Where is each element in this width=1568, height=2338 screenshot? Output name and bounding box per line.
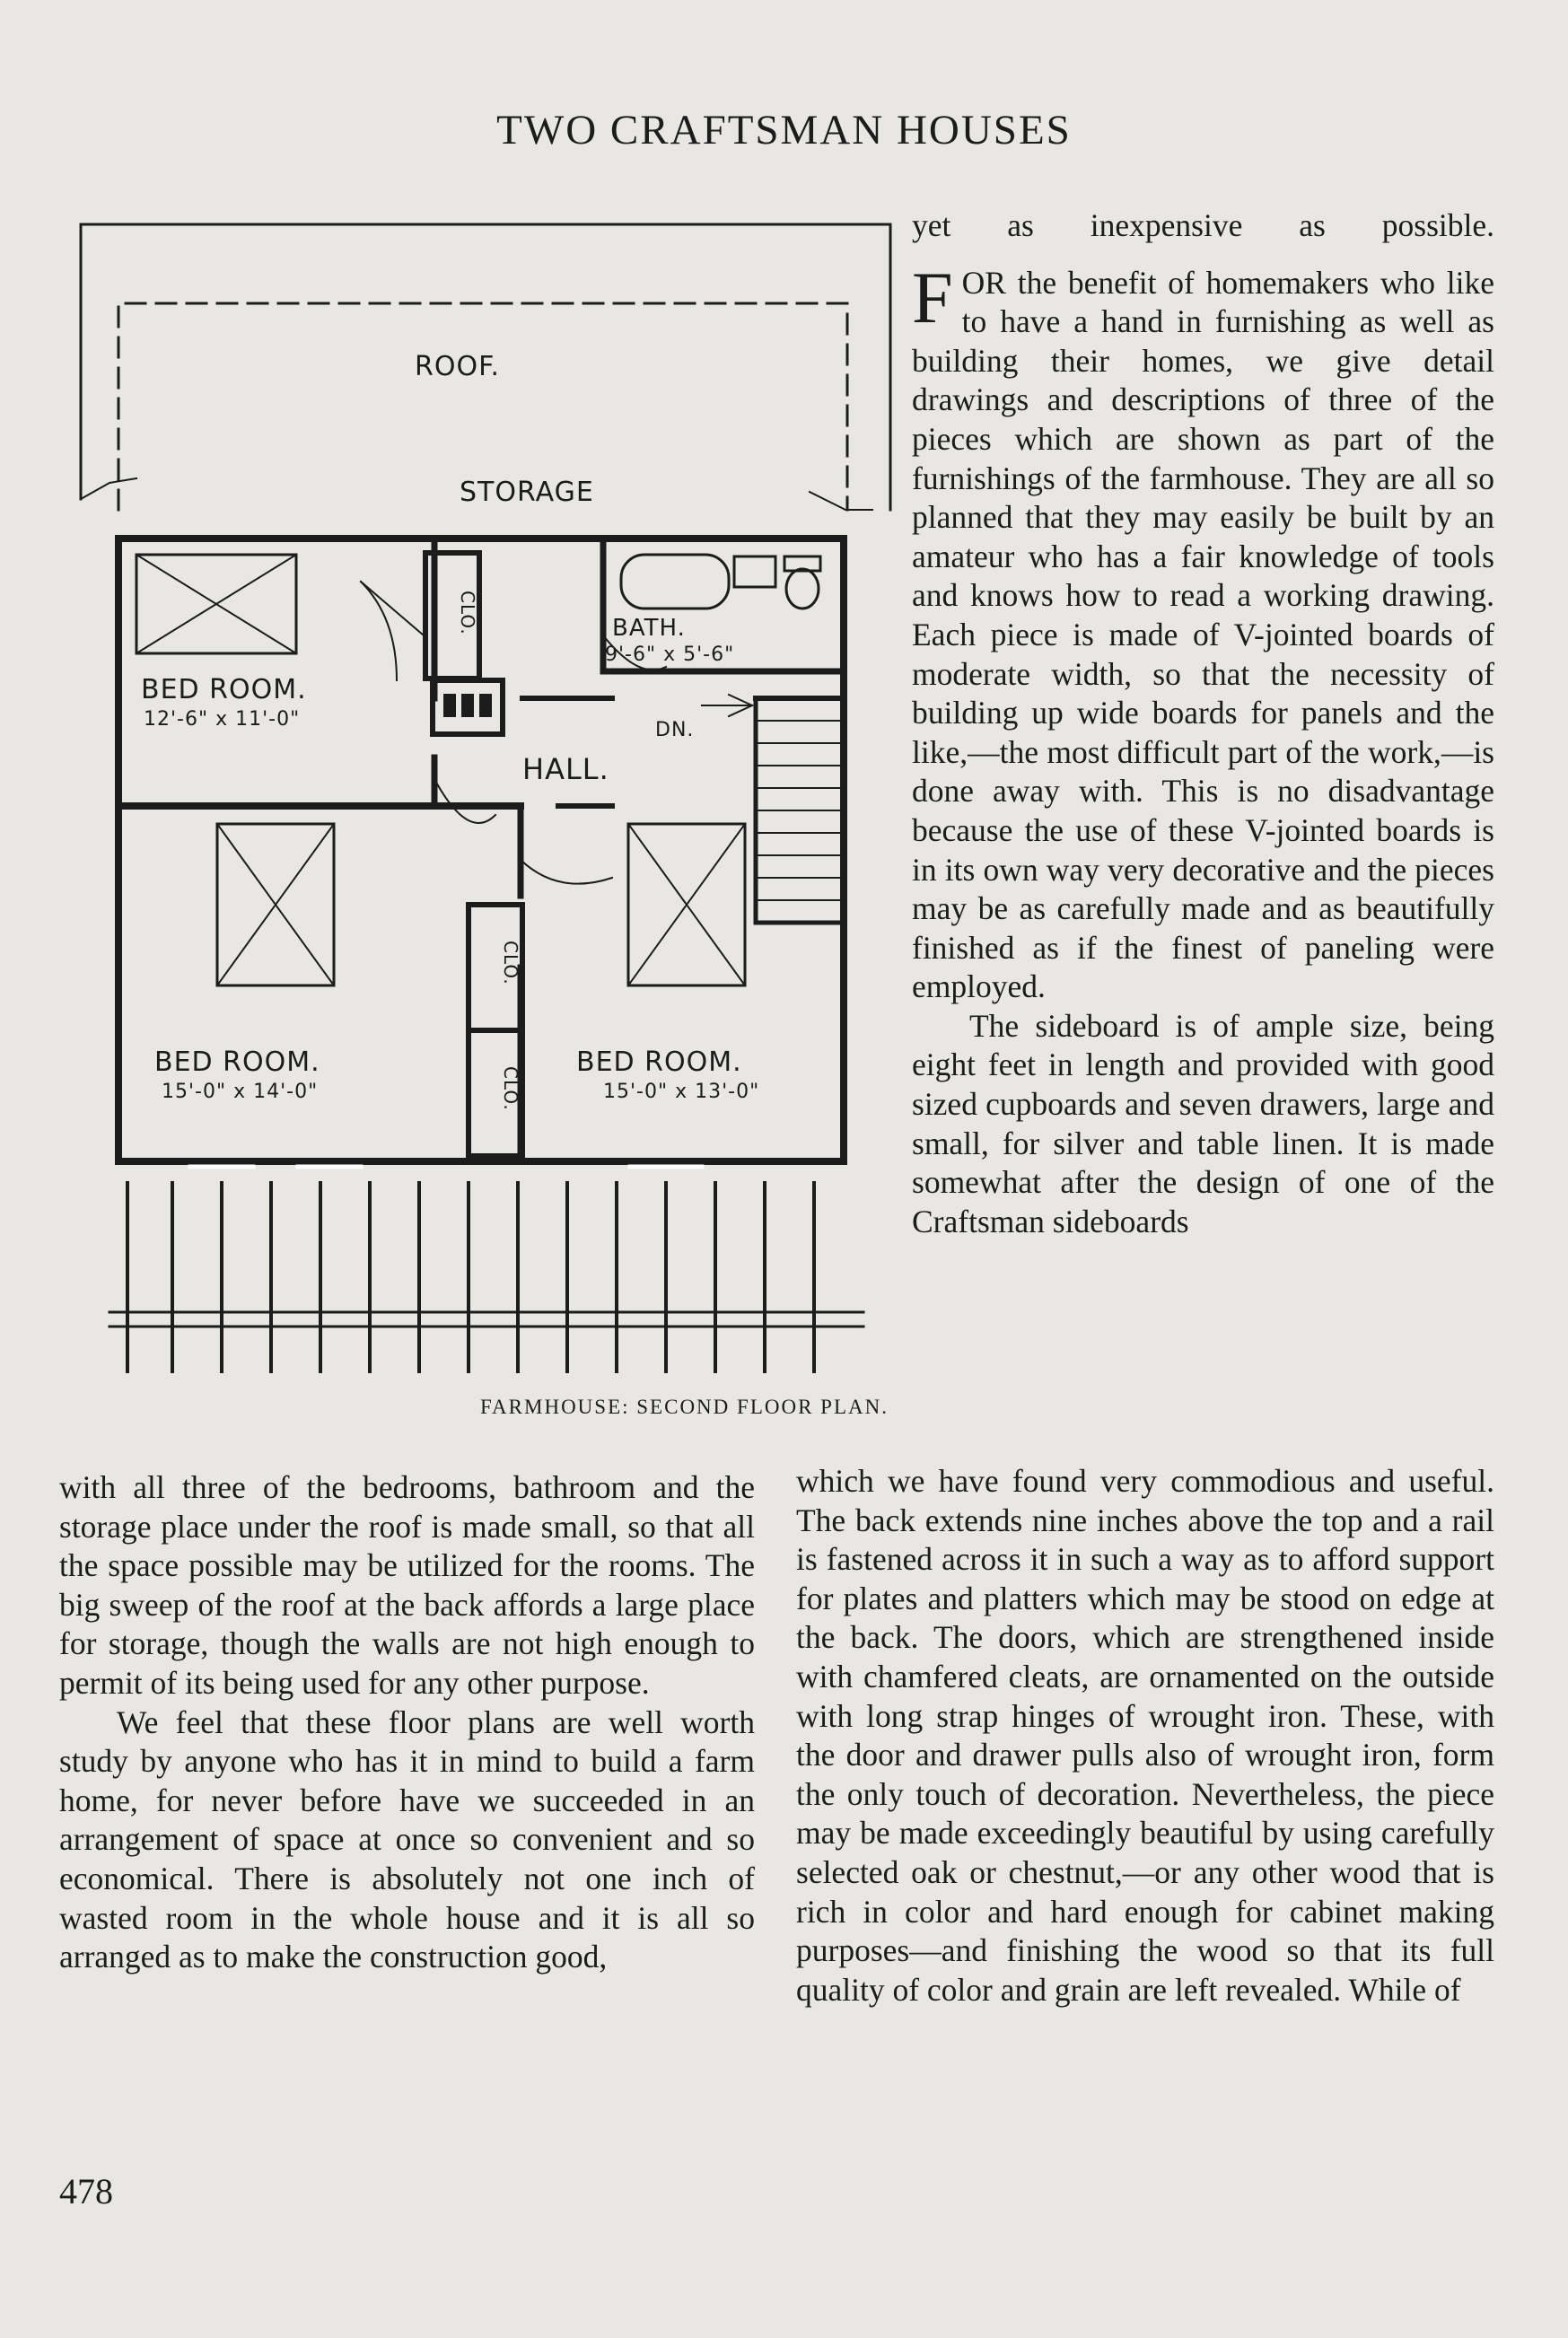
bathtub [621,555,729,609]
paragraph-intro-text: OR the benefit of homemakers who like to have a hand in furnishing as well as building their homes, we give detail drawings and descriptions of three of the pieces which are shown as part of the furnishings of the farmhouse. They are all so planned that they may easily be built by an amateur who has a fair knowledge of tools and knows how to read a working drawing. Each piece is made of V-jointed boards of moderate width, so that the necessity of building up wide boards for panels and the like,—the most difficult part of the work,—is done away with. This is no disadvantage because the use of these V-jointed boards is in its own way very decorative and the pieces may be as carefully made and as beautifully finished as if the finest of paneling were employed. [912,264,1494,1005]
bedroom-3-size: 15'-0" x 13'-0" [603,1081,760,1103]
roof-label: ROOF. [415,351,501,382]
paragraph-bedrooms: with all three of the bedrooms, bathroom and the storage place under the roof is made small, so that all the space possible may be utilized for the rooms. The big sweep of the roof at the back affords a large place for storage, though the walls are not high enough to permit of its being used for any other purpose. [59,1469,755,1701]
paragraph-intro [912,256,1494,1007]
bath-label: BATH. [612,615,686,642]
closet-3-label: CLO. [500,1066,521,1111]
lavatory [734,556,775,587]
bedroom-1-label: BED ROOM. [141,674,307,705]
hall-label: HALL. [522,752,609,786]
right-column-top [912,206,1494,1241]
stairs [702,695,844,923]
bedroom-2-size: 15'-0" x 14'-0" [162,1081,319,1103]
bedroom-1-size: 12'-6" x 11'-0" [144,708,301,731]
floor-plan [74,214,899,1380]
page-number: 478 [59,2171,113,2211]
paragraph-sideboard: The sideboard is of ample size, being eight feet in length and provided with good sized cupboards and seven drawers, large and small, for silver and table linen. It is made somewhat after the design of one of the Craftsman sideboards [912,1007,1494,1239]
porch-railing [109,1183,863,1371]
running-head: TWO CRAFTSMAN HOUSES [496,107,1072,153]
paragraph-continuation: yet as inexpensive as possible. [912,207,1494,243]
right-column-bottom [796,1462,1494,2010]
paragraph-sideboard-cont: which we have found very commodious and useful. The back extends nine inches above the top and a rail is fastened across it in such a way as to afford support for plates and platters which may be stood on edge at the back. The doors, which are strengthened inside with chamfered cleats, are ornamented on the outside with long strap hinges of wrought iron. These, with the door and drawer pulls also of wrought iron, form the only touch of decoration. Nevertheless, the piece may be made exceedingly beautiful by using carefully selected oak or chestnut,—or any other wood that is rich in color and hard enough for cabinet making purposes—and finishing the wood so that its full quality of color and grain are left revealed. While of [796,1463,1494,2008]
closet-1-label: CLO. [457,591,478,635]
left-column-bottom [59,1468,755,1977]
toilet [786,569,819,609]
paragraph-floor-plans: We feel that these floor plans are well worth study by anyone who has it in mind to build a farm home, for never before have we succeeded in an arrangement of space at once so convenient and so economical. There is absolutely not one inch of wasted room in the whole house and it is all so arranged as to make the construction good, [59,1703,755,1975]
closet-2-label: CLO. [500,941,521,985]
bedroom-3-label: BED ROOM. [576,1046,742,1078]
down-label: DN. [655,719,695,741]
bedroom-2-label: BED ROOM. [154,1046,320,1078]
drop-cap: F [912,256,953,338]
bath-size: 9'-6" x 5'-6" [605,644,735,666]
floor-plan-drawing [74,214,899,1380]
figure-caption: FARMHOUSE: SECOND FLOOR PLAN. [479,1396,889,1418]
storage-label: STORAGE [460,477,594,508]
